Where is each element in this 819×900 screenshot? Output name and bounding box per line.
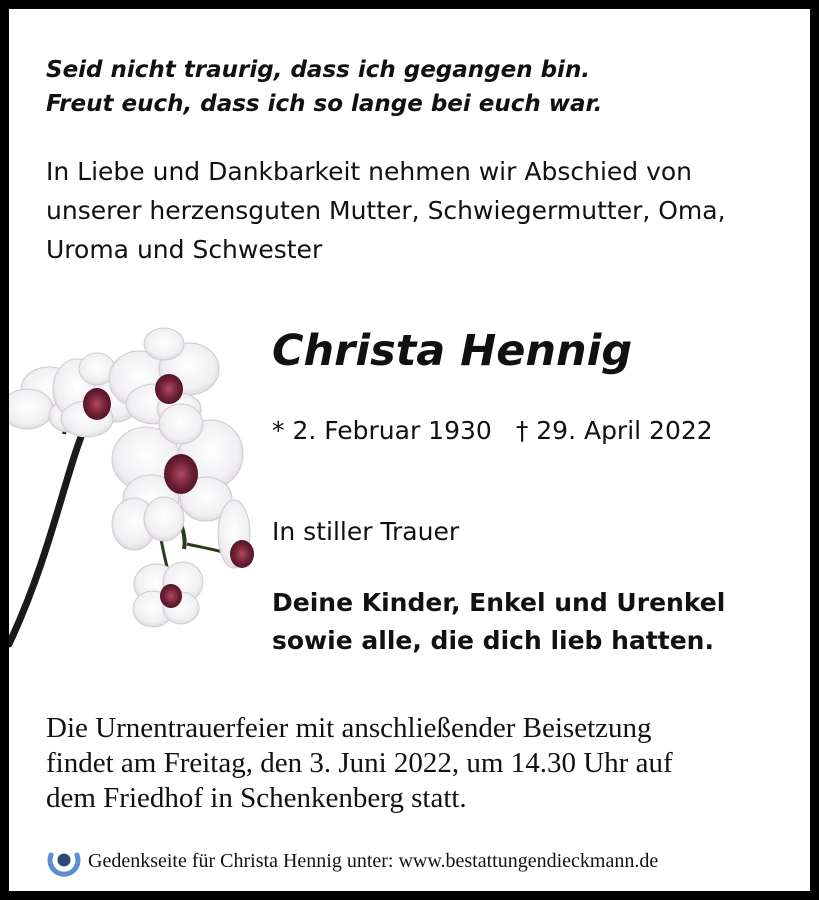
memorial-logo-icon (46, 843, 82, 879)
poem (46, 53, 786, 121)
ceremony-line-2: findet am Freitag, den 3. Juni 2022, um 14.30 Uhr auf (46, 747, 673, 779)
poem-line-1: Seid nicht traurig, dass ich gegangen bin. (46, 57, 591, 83)
ceremony-line-1: Die Urnentrauerfeier mit anschließender Beisetzung (46, 712, 652, 744)
birth-date: * 2. Februar 1930 (272, 416, 492, 445)
footer (46, 843, 658, 879)
orchid-icon (9, 319, 259, 659)
deceased-name: Christa Hennig (272, 326, 633, 376)
intro-text (46, 152, 786, 269)
mourning-line: In stiller Trauer (272, 517, 460, 546)
death-date: † 29. April 2022 (515, 416, 713, 445)
intro-line-2: unserer herzensguten Mutter, Schwiegermutter, Oma, (46, 196, 726, 225)
ceremony-line-3: dem Friedhof in Schenkenberg statt. (46, 782, 467, 814)
family-line-1: Deine Kinder, Enkel und Urenkel (272, 588, 726, 617)
poem-line-2: Freut euch, dass ich so lange bei euch war. (46, 91, 603, 117)
intro-line-1: In Liebe und Dankbarkeit nehmen wir Abschied von (46, 157, 693, 186)
memorial-page-link[interactable]: Gedenkseite für Christa Hennig unter: www.bestattungendieckmann.de (88, 850, 659, 872)
family-signature (272, 584, 725, 660)
intro-line-3: Uroma und Schwester (46, 235, 323, 264)
life-dates (272, 414, 713, 448)
ceremony-text (46, 711, 806, 816)
family-line-2: sowie alle, die dich lieb hatten. (272, 626, 714, 655)
